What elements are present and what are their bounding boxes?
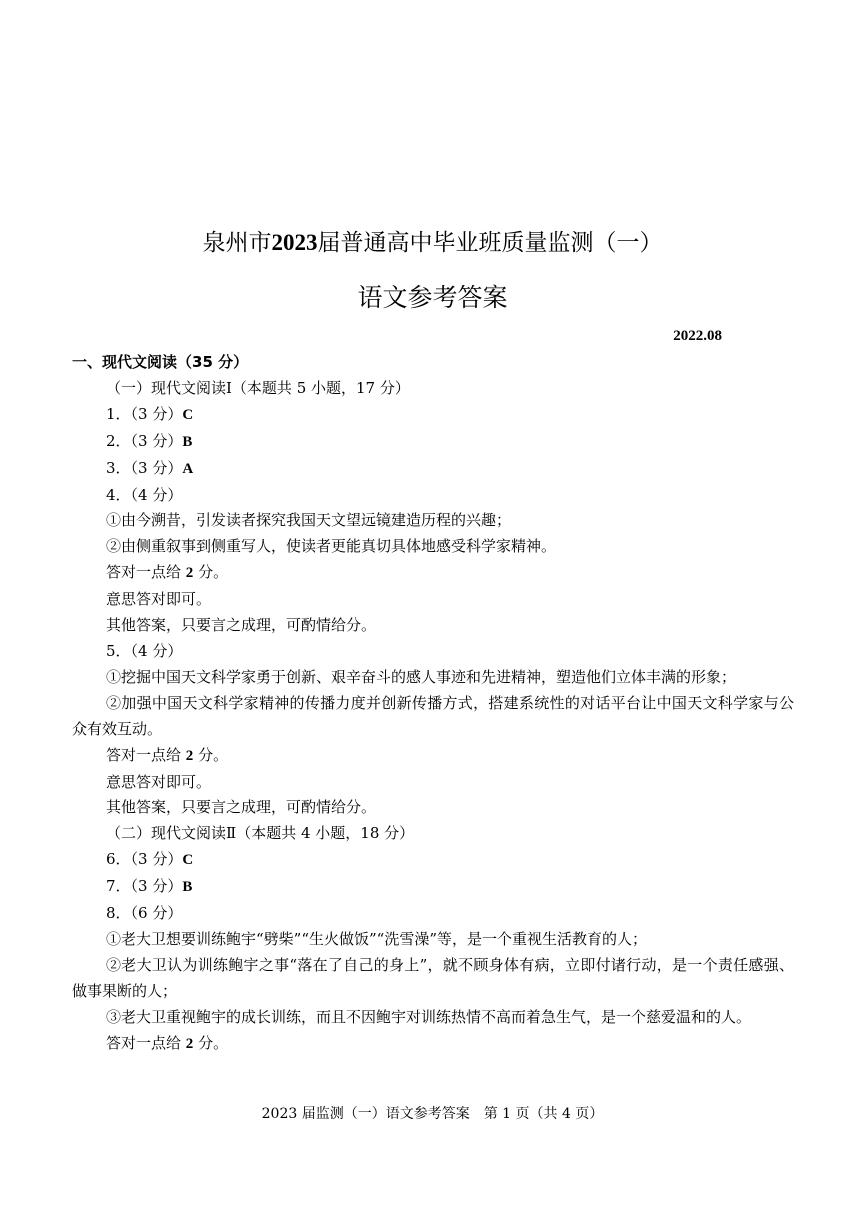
title-prefix: 泉州市: [202, 230, 272, 256]
question-3-label: 3．（3 分）: [106, 458, 183, 477]
question-7: [72, 874, 794, 901]
question-5-score-rule: [72, 743, 794, 770]
score-rule-prefix: 答对一点给: [106, 745, 182, 764]
question-2-label: 2．（3 分）: [106, 431, 183, 450]
question-5-point-1: ①挖掘中国天文科学家勇于创新、艰辛奋斗的感人事迹和先进精神，塑造他们立体丰满的形象；: [106, 667, 737, 686]
question-6: [72, 847, 794, 874]
question-8-score-rule: [72, 1031, 794, 1058]
question-4-label: 4．（4 分）: [106, 485, 183, 504]
question-8-point-2: ②老大卫认为训练鲍宇之事“落在了自己的身上”，就不顾身体有病，立即付诸行动，是一个责任感强、做事果断的人；: [72, 955, 794, 1000]
question-5-point-2: ②加强中国天文科学家精神的传播力度并创新传播方式，搭建系统性的对话平台让中国天文科学家与公众有效互动。: [72, 693, 794, 738]
question-4-score-rule: [72, 560, 794, 587]
score-rule-suffix: 分。: [198, 745, 229, 764]
part1-heading: （一）现代文阅读Ⅰ（本题共 5 小题，17 分）: [106, 378, 410, 397]
answer-content: [72, 350, 794, 1057]
question-5-label: 5．（4 分）: [106, 641, 183, 660]
score-rule-suffix: 分。: [198, 1033, 229, 1052]
title-suffix: 届普通高中毕业班质量监测（一）: [317, 230, 663, 256]
question-7-label: 7．（3 分）: [106, 877, 183, 896]
section-heading-modern-reading: 一、现代文阅读（35 分）: [72, 353, 249, 371]
document-subtitle: 语文参考答案: [357, 283, 508, 312]
question-8-point-1: ①老大卫想要训练鲍宇“劈柴”“生火做饭”“洗雪澡”等，是一个重视生活教育的人；: [106, 929, 648, 948]
question-4-note-2: 其他答案，只要言之成理，可酌情给分。: [106, 616, 377, 635]
question-7-answer: B: [182, 879, 193, 896]
question-4-note-1: 意思答对即可。: [106, 590, 212, 609]
question-2: [72, 429, 794, 456]
question-3-answer: A: [182, 460, 194, 477]
question-1-label: 1．（3 分）: [106, 404, 183, 423]
question-2-answer: B: [182, 433, 193, 450]
score-rule-prefix: 答对一点给: [106, 563, 182, 582]
page-footer: 2023 届监测（一）语文参考答案 第 1 页（共 4 页）: [261, 1106, 604, 1122]
question-8-point-3: ③老大卫重视鲍宇的成长训练，而且不因鲍宇对训练热情不高而着急生气，是一个慈爱温和的人。: [106, 1007, 752, 1026]
score-rule-number: 2: [185, 1035, 194, 1052]
score-rule-prefix: 答对一点给: [106, 1033, 182, 1052]
question-1-answer: C: [182, 406, 194, 423]
question-5-note-2: 其他答案，只要言之成理，可酌情给分。: [106, 798, 377, 817]
title-year: 2023: [271, 230, 318, 255]
question-1: [72, 402, 794, 429]
score-rule-suffix: 分。: [198, 563, 229, 582]
document-title: [0, 226, 865, 260]
question-4-point-1: ①由今溯昔，引发读者探究我国天文望远镜建造历程的兴趣；: [106, 511, 512, 530]
document-date: 2022.08: [673, 328, 722, 344]
part2-heading: （二）现代文阅读Ⅱ（本题共 4 小题，18 分）: [106, 824, 415, 843]
question-6-label: 6．（3 分）: [106, 850, 183, 869]
question-3: [72, 456, 794, 483]
score-rule-number: 2: [185, 747, 194, 764]
question-4-point-2: ②由侧重叙事到侧重写人，使读者更能真切具体地感受科学家精神。: [106, 537, 557, 556]
question-5-note-1: 意思答对即可。: [106, 772, 212, 791]
question-8-label: 8．（6 分）: [106, 904, 183, 923]
question-6-answer: C: [182, 852, 194, 869]
score-rule-number: 2: [185, 565, 194, 582]
